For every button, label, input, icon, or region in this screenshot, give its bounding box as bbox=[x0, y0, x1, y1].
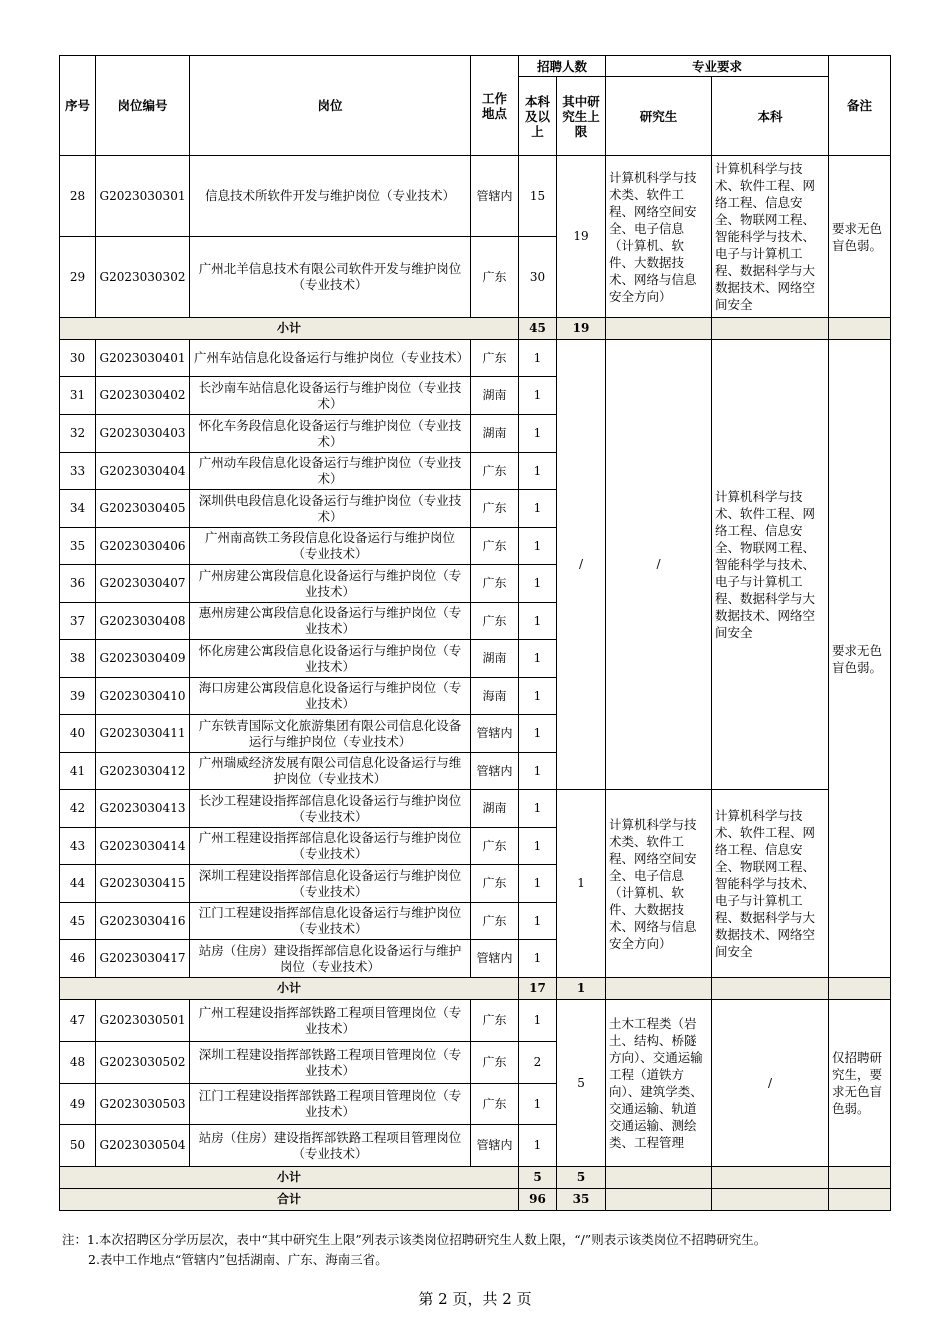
position-cell: 广州北羊信息技术有限公司软件开发与维护岗位（专业技术） bbox=[190, 237, 471, 318]
seq-cell: 41 bbox=[60, 753, 96, 790]
grad-cap-cell: 1 bbox=[557, 790, 606, 978]
grad-major-cell: / bbox=[606, 340, 712, 790]
count-cell: 1 bbox=[519, 490, 557, 528]
position-cell: 长沙南车站信息化设备运行与维护岗位（专业技术） bbox=[190, 377, 471, 415]
code-cell: G2023030504 bbox=[96, 1125, 190, 1167]
location-cell: 广东 bbox=[471, 340, 519, 377]
location-cell: 管辖内 bbox=[471, 940, 519, 978]
location-cell: 广东 bbox=[471, 1000, 519, 1042]
seq-cell: 36 bbox=[60, 565, 96, 603]
count-cell: 1 bbox=[519, 715, 557, 753]
seq-cell: 50 bbox=[60, 1125, 96, 1167]
seq-cell: 42 bbox=[60, 790, 96, 828]
bachelor-major-cell: 计算机科学与技术、软件工程、网络工程、信息安全、物联网工程、智能科学与技术、电子与计算机工程、数据科学与大数据技术、网络空间安全 bbox=[712, 156, 829, 318]
location-cell: 广东 bbox=[471, 828, 519, 865]
grad-cap-cell: / bbox=[557, 340, 606, 790]
position-cell: 广州南高铁工务段信息化设备运行与维护岗位（专业技术） bbox=[190, 528, 471, 565]
subtotal-row bbox=[60, 318, 891, 340]
header-location: 工作地点 bbox=[471, 56, 519, 156]
count-cell: 1 bbox=[519, 1084, 557, 1125]
code-cell: G2023030407 bbox=[96, 565, 190, 603]
seq-cell: 46 bbox=[60, 940, 96, 978]
count-cell: 1 bbox=[519, 528, 557, 565]
seq-cell: 47 bbox=[60, 1000, 96, 1042]
seq-cell: 38 bbox=[60, 640, 96, 678]
code-cell: G2023030412 bbox=[96, 753, 190, 790]
grad-major-cell: 土木工程类（岩土、结构、桥隧方向）、交通运输工程（道铁方向）、建筑学类、交通运输、轨道交通运输、测绘类、工程管理 bbox=[606, 1000, 712, 1167]
subtotal-grad: 5 bbox=[557, 1167, 606, 1189]
seq-cell: 49 bbox=[60, 1084, 96, 1125]
code-cell: G2023030408 bbox=[96, 603, 190, 640]
count-cell: 1 bbox=[519, 1000, 557, 1042]
code-cell: G2023030302 bbox=[96, 237, 190, 318]
count-cell: 1 bbox=[519, 828, 557, 865]
header-remark: 备注 bbox=[829, 56, 891, 156]
remark-cell: 要求无色盲色弱。 bbox=[829, 156, 891, 318]
bachelor-major-cell: / bbox=[712, 1000, 829, 1167]
header-grad: 研究生 bbox=[606, 77, 712, 156]
location-cell: 湖南 bbox=[471, 790, 519, 828]
location-cell: 管辖内 bbox=[471, 1125, 519, 1167]
position-cell: 江门工程建设指挥部铁路工程项目管理岗位（专业技术） bbox=[190, 1084, 471, 1125]
subtotal-count: 17 bbox=[519, 978, 557, 1000]
header-seq: 序号 bbox=[60, 56, 96, 156]
location-cell: 广东 bbox=[471, 453, 519, 490]
code-cell: G2023030301 bbox=[96, 156, 190, 237]
code-cell: G2023030415 bbox=[96, 865, 190, 903]
count-cell: 1 bbox=[519, 678, 557, 715]
count-cell: 1 bbox=[519, 453, 557, 490]
seq-cell: 30 bbox=[60, 340, 96, 377]
seq-cell: 34 bbox=[60, 490, 96, 528]
count-cell: 1 bbox=[519, 340, 557, 377]
subtotal-label: 小计 bbox=[60, 318, 519, 340]
position-cell: 怀化车务段信息化设备运行与维护岗位（专业技术） bbox=[190, 415, 471, 453]
location-cell: 广东 bbox=[471, 865, 519, 903]
location-cell: 广东 bbox=[471, 903, 519, 940]
seq-cell: 45 bbox=[60, 903, 96, 940]
position-cell: 广东铁青国际文化旅游集团有限公司信息化设备运行与维护岗位（专业技术） bbox=[190, 715, 471, 753]
position-cell: 深圳工程建设指挥部铁路工程项目管理岗位（专业技术） bbox=[190, 1042, 471, 1084]
code-cell: G2023030417 bbox=[96, 940, 190, 978]
grad-cap-cell: 19 bbox=[557, 156, 606, 318]
seq-cell: 37 bbox=[60, 603, 96, 640]
count-cell: 15 bbox=[519, 156, 557, 237]
position-cell: 信息技术所软件开发与维护岗位（专业技术） bbox=[190, 156, 471, 237]
location-cell: 广东 bbox=[471, 490, 519, 528]
count-cell: 2 bbox=[519, 1042, 557, 1084]
code-cell: G2023030416 bbox=[96, 903, 190, 940]
subtotal-row bbox=[60, 978, 891, 1000]
subtotal-label: 小计 bbox=[60, 1167, 519, 1189]
subtotal-label: 小计 bbox=[60, 978, 519, 1000]
location-cell: 广东 bbox=[471, 528, 519, 565]
position-cell: 长沙工程建设指挥部信息化设备运行与维护岗位（专业技术） bbox=[190, 790, 471, 828]
seq-cell: 29 bbox=[60, 237, 96, 318]
position-cell: 惠州房建公寓段信息化设备运行与维护岗位（专业技术） bbox=[190, 603, 471, 640]
count-cell: 1 bbox=[519, 790, 557, 828]
location-cell: 广东 bbox=[471, 1084, 519, 1125]
position-cell: 深圳工程建设指挥部信息化设备运行与维护岗位（专业技术） bbox=[190, 865, 471, 903]
location-cell: 广东 bbox=[471, 603, 519, 640]
code-cell: G2023030404 bbox=[96, 453, 190, 490]
recruitment-table bbox=[59, 55, 891, 1211]
table-row bbox=[60, 340, 891, 377]
position-cell: 广州车站信息化设备运行与维护岗位（专业技术） bbox=[190, 340, 471, 377]
count-cell: 1 bbox=[519, 603, 557, 640]
seq-cell: 35 bbox=[60, 528, 96, 565]
subtotal-count: 5 bbox=[519, 1167, 557, 1189]
seq-cell: 31 bbox=[60, 377, 96, 415]
header-code: 岗位编号 bbox=[96, 56, 190, 156]
position-cell: 站房（住房）建设指挥部信息化设备运行与维护岗位（专业技术） bbox=[190, 940, 471, 978]
position-cell: 广州动车段信息化设备运行与维护岗位（专业技术） bbox=[190, 453, 471, 490]
count-cell: 1 bbox=[519, 1125, 557, 1167]
location-cell: 湖南 bbox=[471, 640, 519, 678]
total-count: 96 bbox=[519, 1189, 557, 1211]
count-cell: 1 bbox=[519, 865, 557, 903]
position-cell: 广州房建公寓段信息化设备运行与维护岗位（专业技术） bbox=[190, 565, 471, 603]
position-cell: 怀化房建公寓段信息化设备运行与维护岗位（专业技术） bbox=[190, 640, 471, 678]
seq-cell: 32 bbox=[60, 415, 96, 453]
code-cell: G2023030501 bbox=[96, 1000, 190, 1042]
location-cell: 管辖内 bbox=[471, 753, 519, 790]
remark-cell: 要求无色盲色弱。 bbox=[829, 340, 891, 978]
subtotal-grad: 19 bbox=[557, 318, 606, 340]
count-cell: 1 bbox=[519, 940, 557, 978]
location-cell: 管辖内 bbox=[471, 715, 519, 753]
table-row bbox=[60, 156, 891, 237]
total-grad: 35 bbox=[557, 1189, 606, 1211]
code-cell: G2023030503 bbox=[96, 1084, 190, 1125]
subtotal-count: 45 bbox=[519, 318, 557, 340]
position-cell: 江门工程建设指挥部信息化设备运行与维护岗位（专业技术） bbox=[190, 903, 471, 940]
page-footer: 第 2 页，共 2 页 bbox=[418, 1290, 532, 1308]
header-major-req: 专业要求 bbox=[606, 56, 829, 77]
bachelor-major-cell: 计算机科学与技术、软件工程、网络工程、信息安全、物联网工程、智能科学与技术、电子与计算机工程、数据科学与大数据技术、网络空间安全 bbox=[712, 340, 829, 790]
subtotal-grad: 1 bbox=[557, 978, 606, 1000]
header-grad-cap: 其中研究生上限 bbox=[557, 77, 606, 156]
header-undergrad-plus: 本科及以上 bbox=[519, 77, 557, 156]
position-cell: 广州工程建设指挥部铁路工程项目管理岗位（专业技术） bbox=[190, 1000, 471, 1042]
seq-cell: 40 bbox=[60, 715, 96, 753]
remark-cell: 仅招聘研究生，要求无色盲色弱。 bbox=[829, 1000, 891, 1167]
count-cell: 30 bbox=[519, 237, 557, 318]
location-cell: 海南 bbox=[471, 678, 519, 715]
code-cell: G2023030401 bbox=[96, 340, 190, 377]
position-cell: 广州瑞威经济发展有限公司信息化设备运行与维护岗位（专业技术） bbox=[190, 753, 471, 790]
grad-major-cell: 计算机科学与技术类、软件工程、网络空间安全、电子信息（计算机、软件、大数据技术、网络与信息安全方向） bbox=[606, 156, 712, 318]
count-cell: 1 bbox=[519, 377, 557, 415]
code-cell: G2023030414 bbox=[96, 828, 190, 865]
code-cell: G2023030409 bbox=[96, 640, 190, 678]
code-cell: G2023030402 bbox=[96, 377, 190, 415]
location-cell: 湖南 bbox=[471, 377, 519, 415]
code-cell: G2023030405 bbox=[96, 490, 190, 528]
note-2: 2.表中工作地点“管辖内”包括湖南、广东、海南三省。 bbox=[88, 1252, 388, 1267]
subtotal-row bbox=[60, 1167, 891, 1189]
position-cell: 海口房建公寓段信息化设备运行与维护岗位（专业技术） bbox=[190, 678, 471, 715]
position-cell: 站房（住房）建设指挥部铁路工程项目管理岗位（专业技术） bbox=[190, 1125, 471, 1167]
table-row bbox=[60, 790, 891, 828]
seq-cell: 28 bbox=[60, 156, 96, 237]
location-cell: 管辖内 bbox=[471, 156, 519, 237]
count-cell: 1 bbox=[519, 640, 557, 678]
count-cell: 1 bbox=[519, 565, 557, 603]
seq-cell: 48 bbox=[60, 1042, 96, 1084]
seq-cell: 39 bbox=[60, 678, 96, 715]
bachelor-major-cell: 计算机科学与技术、软件工程、网络工程、信息安全、物联网工程、智能科学与技术、电子与计算机工程、数据科学与大数据技术、网络空间安全 bbox=[712, 790, 829, 978]
table-row bbox=[60, 1000, 891, 1042]
code-cell: G2023030403 bbox=[96, 415, 190, 453]
position-cell: 广州工程建设指挥部信息化设备运行与维护岗位（专业技术） bbox=[190, 828, 471, 865]
location-cell: 湖南 bbox=[471, 415, 519, 453]
header-recruit: 招聘人数 bbox=[519, 56, 606, 77]
seq-cell: 44 bbox=[60, 865, 96, 903]
grad-cap-cell: 5 bbox=[557, 1000, 606, 1167]
code-cell: G2023030502 bbox=[96, 1042, 190, 1084]
location-cell: 广东 bbox=[471, 237, 519, 318]
seq-cell: 33 bbox=[60, 453, 96, 490]
count-cell: 1 bbox=[519, 903, 557, 940]
grad-major-cell: 计算机科学与技术类、软件工程、网络空间安全、电子信息（计算机、软件、大数据技术、网络与信息安全方向） bbox=[606, 790, 712, 978]
header-bachelor: 本科 bbox=[712, 77, 829, 156]
location-cell: 广东 bbox=[471, 565, 519, 603]
code-cell: G2023030413 bbox=[96, 790, 190, 828]
total-label: 合计 bbox=[60, 1189, 519, 1211]
position-cell: 深圳供电段信息化设备运行与维护岗位（专业技术） bbox=[190, 490, 471, 528]
seq-cell: 43 bbox=[60, 828, 96, 865]
note-1: 注：1.本次招聘区分学历层次，表中“其中研究生上限”列表示该类岗位招聘研究生人数上限，“/”则表示该类岗位不招聘研究生。 bbox=[62, 1232, 767, 1247]
header-position: 岗位 bbox=[190, 56, 471, 156]
code-cell: G2023030411 bbox=[96, 715, 190, 753]
location-cell: 广东 bbox=[471, 1042, 519, 1084]
total-row bbox=[60, 1189, 891, 1211]
code-cell: G2023030406 bbox=[96, 528, 190, 565]
notes bbox=[62, 1230, 766, 1270]
code-cell: G2023030410 bbox=[96, 678, 190, 715]
count-cell: 1 bbox=[519, 753, 557, 790]
count-cell: 1 bbox=[519, 415, 557, 453]
